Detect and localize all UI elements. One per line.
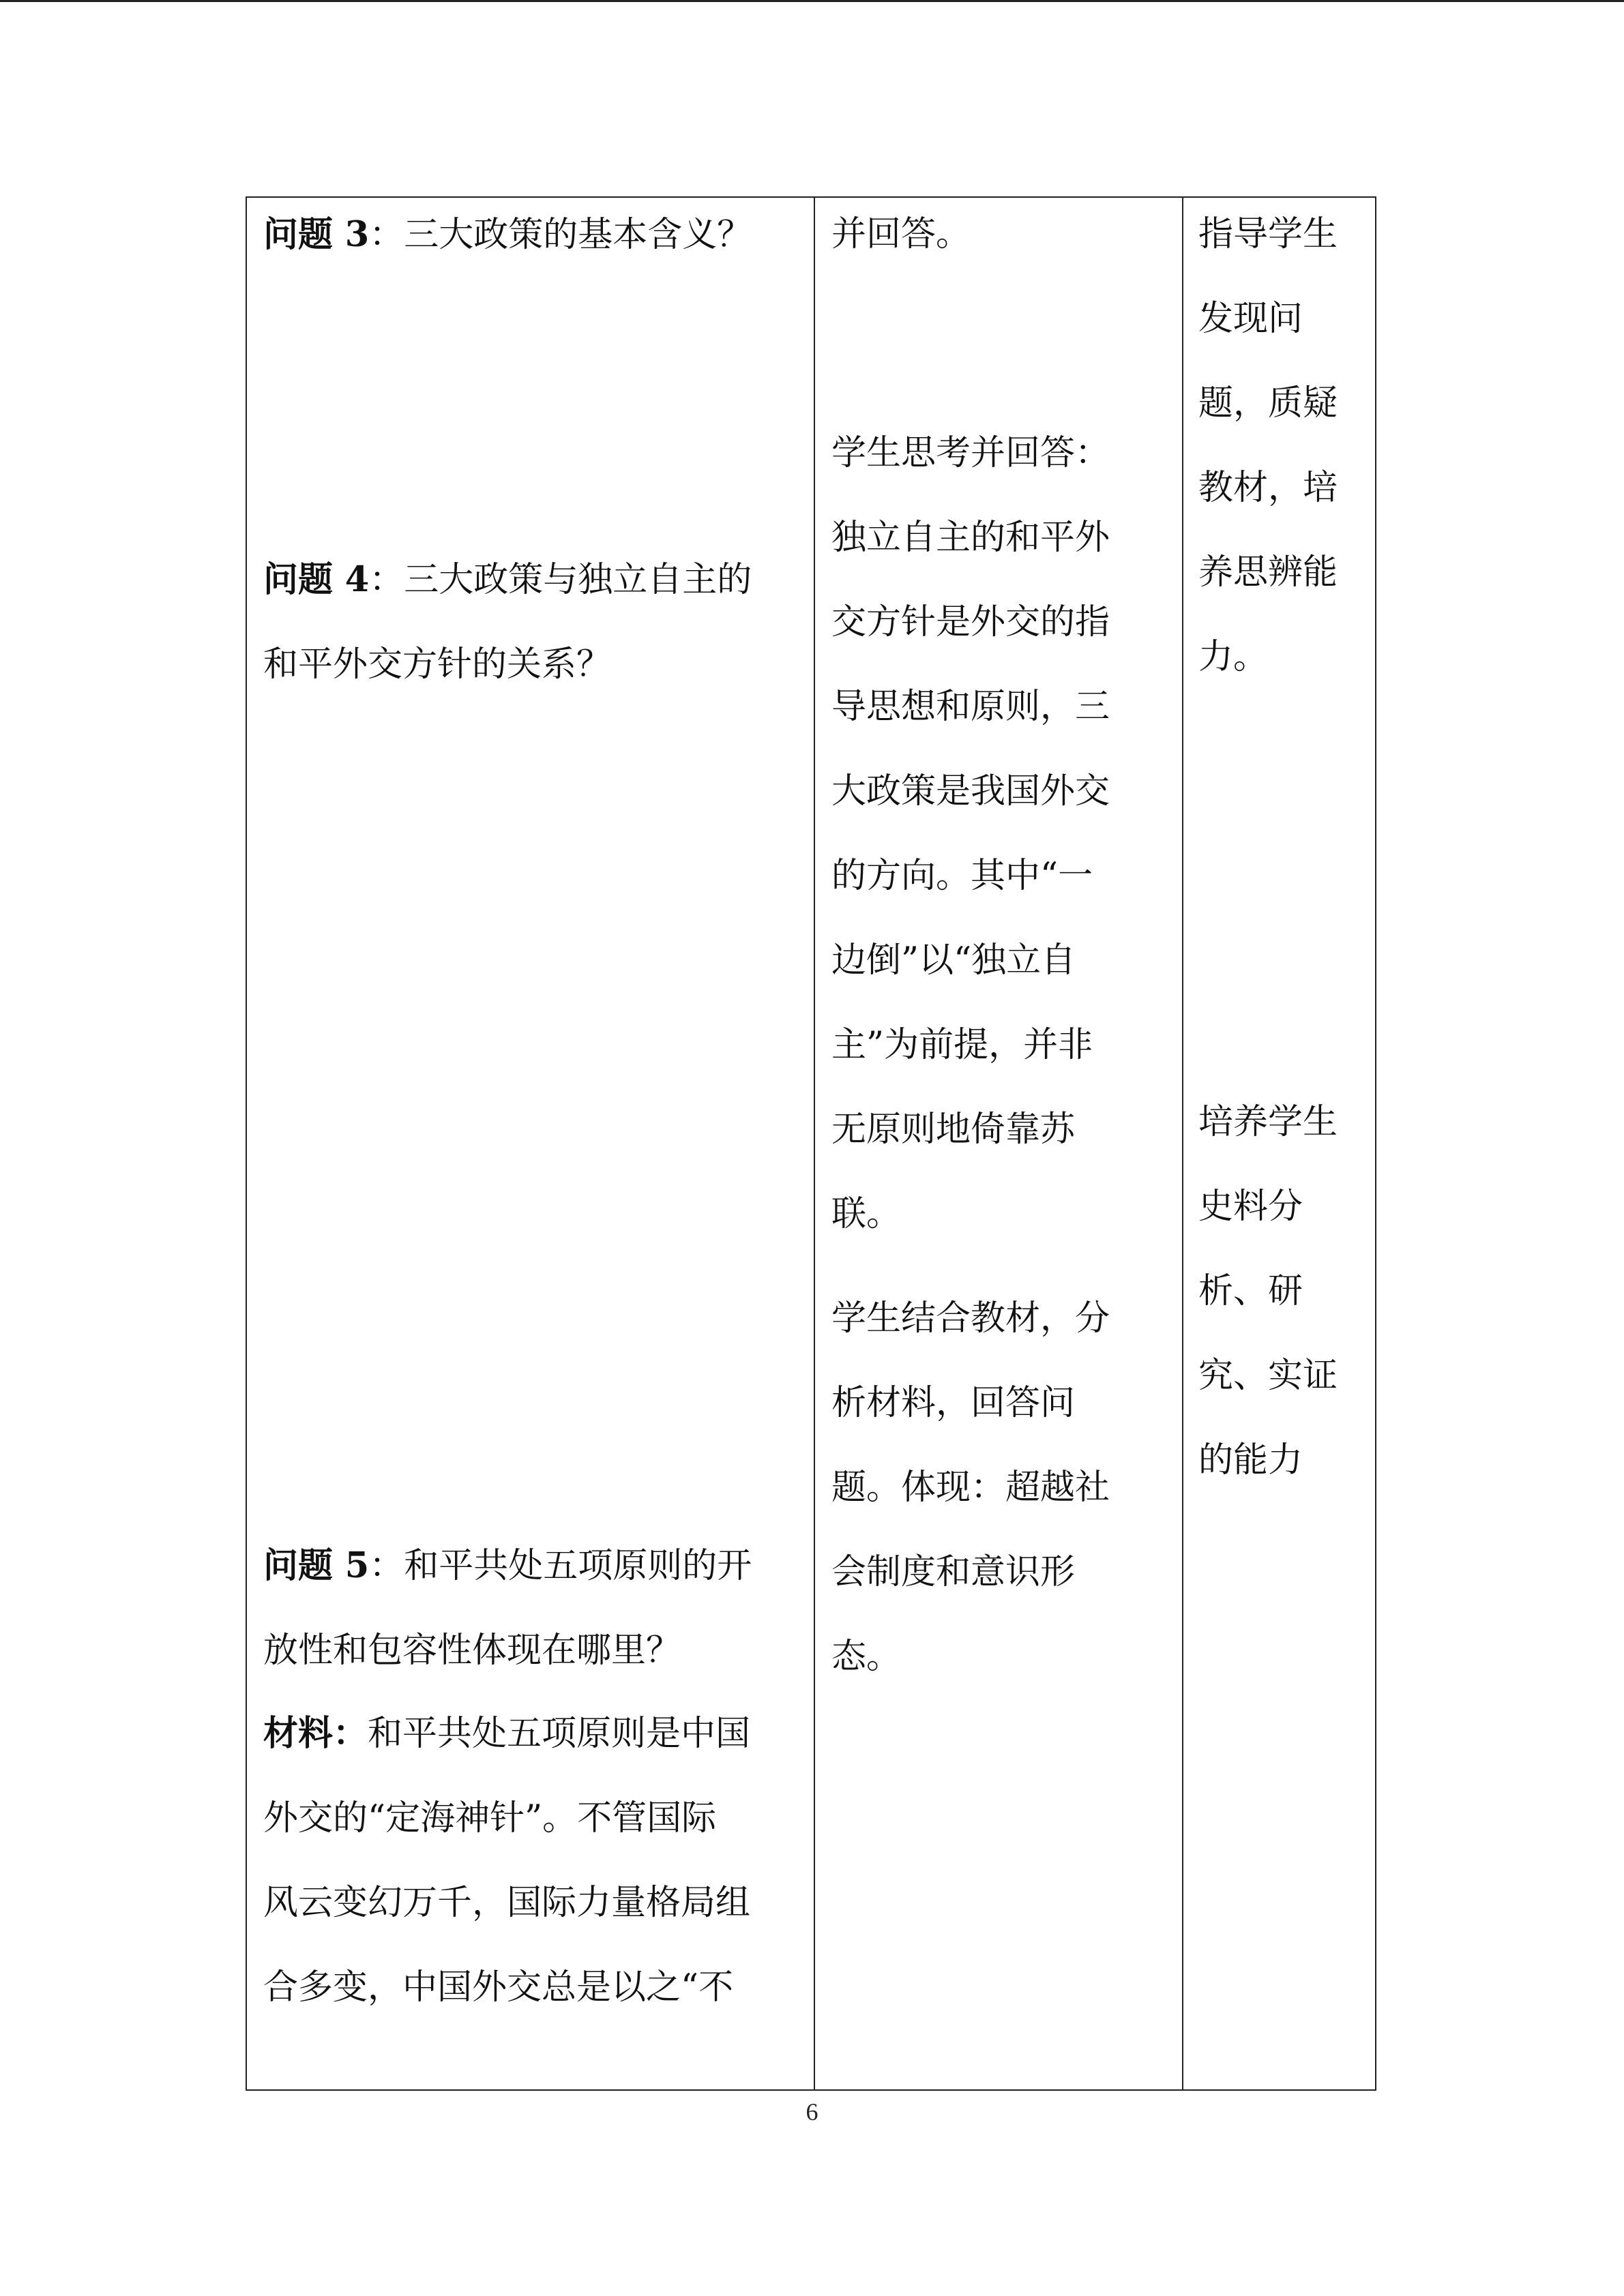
question-3: 问题 3：三大政策的基本含义？ [263, 214, 752, 255]
intent-source-analysis: 培养学生 史料分 析、研 究、实证 的能力 [1198, 1102, 1338, 1480]
question-4: 问题 4：三大政策与独立自主的 和平外交方针的关系？ [263, 559, 752, 685]
student-answer-q4: 学生思考并回答： 独立自主的和平外 交方针是外交的指 导思想和原则，三 大政策是我国外交 的方向。其中“一 边倒”以“独立自 主”为前提，并非 无原则地倚靠苏 联。 [831, 433, 1110, 1234]
design-intent-column [1182, 196, 1376, 2091]
answer-prompt-text: 并回答。 [831, 214, 971, 254]
question-column [246, 196, 814, 2091]
page-number: 6 [806, 2098, 818, 2126]
page-top-rule [0, 0, 1624, 2]
student-answer-q5: 学生结合教材，分 析材料，回答问 题。体现：超越社 会制度和意识形 态。 [831, 1298, 1110, 1677]
student-activity-column [814, 196, 1182, 2091]
question-5: 问题 5：和平共处五项原则的开 放性和包容性体现在哪里？ [263, 1545, 752, 1671]
intent-critical-thinking: 指导学生 发现问 题，质疑 教材，培 养思辨能 力。 [1198, 214, 1338, 677]
material-paragraph: 材料：和平共处五项原则是中国 外交的“定海神针”。不管国际 风云变幻万千，国际力量格局组 合多变，中国外交总是以之“不 [263, 1713, 751, 2008]
